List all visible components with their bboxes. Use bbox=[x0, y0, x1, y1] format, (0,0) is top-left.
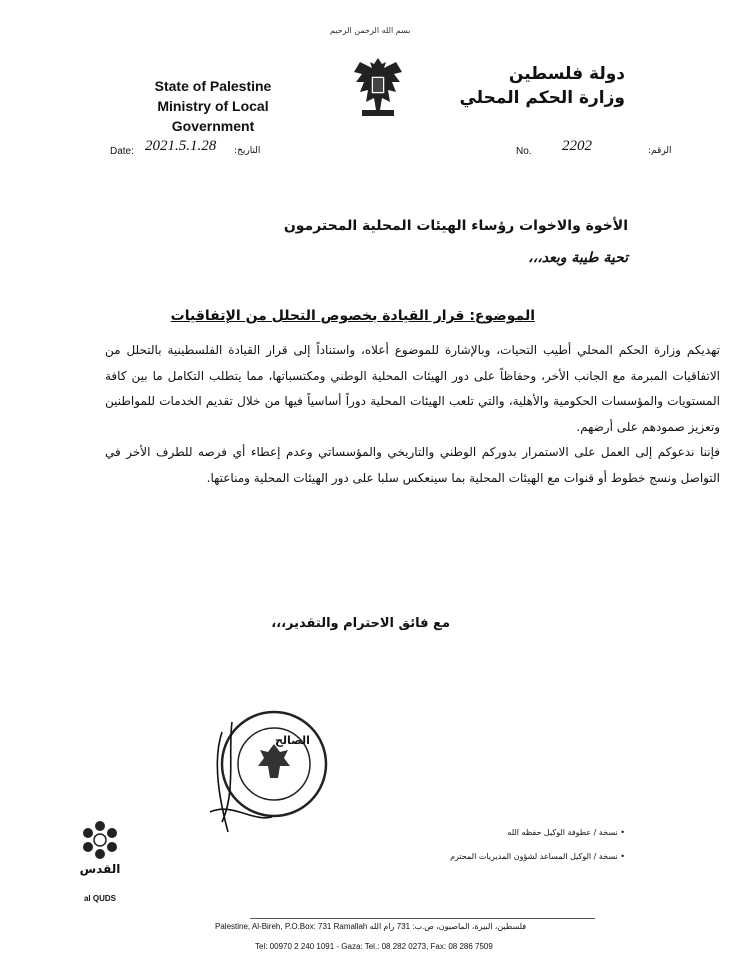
arabic-state-name: دولة فلسطين bbox=[508, 64, 625, 84]
subject-line: الموضوع: قرار القيادة بخصوص التحلل من الإتفاقيات bbox=[170, 308, 535, 324]
english-ministry-name: Ministry of Local Government bbox=[157, 98, 269, 134]
basmala: بسم الله الرحمن الرحيم bbox=[330, 26, 411, 35]
signatory-name: الصالح bbox=[275, 734, 310, 747]
body-paragraph-1: تهديكم وزارة الحكم المحلي أطيب التحيات، وبالإشارة للموضوع أعلاه، واستناداً إلى قرار القيادة الفلسطينية بالتحلل من الاتفاقيات المبرمة مع الجانب الأخر، وحفاظاً على دور الهيئات المحلية الوطني ومكتسباتها، مما يتطلب التكامل ما بين كافة المستويات والمؤسسات الحكومية والأهلية، والتي تلعب الهيئات المحلية دوراً أساسياً فيها من خلال تقديم الخدمات للمواطنين وتعزيز صمودهم على أرضهم. bbox=[105, 343, 720, 434]
letter-body bbox=[105, 338, 720, 491]
number-value: 2202 bbox=[562, 138, 592, 154]
english-letterhead bbox=[118, 76, 308, 136]
logo-arabic-text: القدس bbox=[79, 862, 121, 876]
greeting: تحية طيبة وبعد،،، bbox=[528, 250, 628, 266]
number-label-ar: الرقم: bbox=[648, 146, 672, 156]
footer-divider bbox=[250, 918, 595, 919]
date-value: 2021.5.1.28 bbox=[145, 138, 217, 154]
body-paragraph-2: فإننا ندعوكم إلى العمل على الاستمرار بدوركم الوطني والتاريخي والمؤسساتي وعدم إعطاء أي فرصه للطرف الأخر في التواصل ونسج خطوط أو قنوات مع الهيئات المحلية بما سينعكس سلبا على دور الهيئات المحلية ومناعتها. bbox=[105, 445, 720, 485]
bullet-icon: • bbox=[617, 828, 625, 837]
closing: مع فائق الاحترام والتقدير،،، bbox=[271, 616, 450, 631]
al-quds-flower-logo-icon bbox=[80, 820, 120, 860]
date-label-ar: التاريخ: bbox=[234, 146, 261, 156]
eagle-emblem-icon bbox=[350, 52, 406, 120]
arabic-letterhead bbox=[459, 62, 625, 110]
copy-recipient-1: • نسخة / عطوفة الوكيل حفظه الله bbox=[507, 828, 625, 837]
number-label-en: No. bbox=[516, 146, 532, 157]
footer-address: Palestine, Al-Bireh, P.O.Box: 731 Ramallah فلسطين، البيرة، الماصيون، ص.ب: 731 رام الله bbox=[215, 922, 527, 931]
footer-contacts: Tel: 00970 2 240 1091 - Gaza: Tel.: 08 282 0273, Fax: 08 286 7509 bbox=[255, 942, 493, 951]
english-state-name: State of Palestine bbox=[154, 78, 272, 94]
logo-english-text: al QUDS bbox=[83, 894, 116, 903]
bullet-icon: • bbox=[617, 852, 625, 861]
date-label-en: Date: bbox=[110, 146, 134, 157]
arabic-ministry-name: وزارة الحكم المحلي bbox=[459, 88, 625, 108]
official-stamp-icon bbox=[192, 692, 342, 842]
addressee: الأخوة والاخوات رؤساء الهيئات المحلية المحترمون bbox=[283, 218, 628, 234]
copy-recipient-2: • نسخة / الوكيل المساعد لشؤون المديريات المحترم bbox=[450, 852, 625, 861]
